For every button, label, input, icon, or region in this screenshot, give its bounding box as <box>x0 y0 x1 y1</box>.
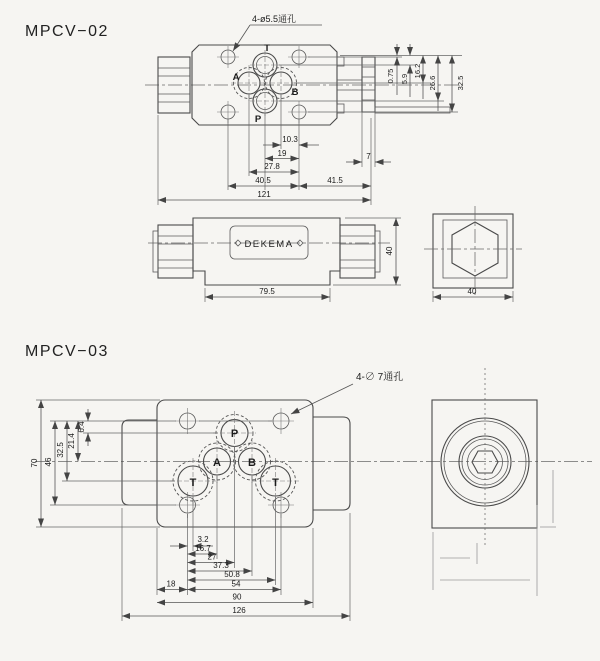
side-body <box>433 214 513 288</box>
callout-text: 4-∅ 7通孔 <box>356 372 404 383</box>
dim-19: 19 <box>277 149 287 158</box>
dim-126: 126 <box>232 606 246 615</box>
dim-26-6: 26.6 <box>428 75 437 91</box>
dim-32-5: 32.5 <box>56 442 65 458</box>
mpcv02-title: MPCV−02 <box>25 23 109 40</box>
dim-18: 18 <box>166 579 176 589</box>
dim-32-5: 32.5 <box>456 75 465 91</box>
dim-21-4: 21.4 <box>67 433 76 449</box>
side-body <box>432 400 537 528</box>
hex-end-right <box>340 225 375 278</box>
mpcv02-drawing <box>0 0 600 330</box>
port-t-label: T <box>264 43 270 54</box>
port-b-label: B <box>291 87 299 98</box>
callout-text: 4-ø5.5通孔 <box>252 14 297 24</box>
mpcv03-side-view <box>432 368 556 596</box>
dim-40-5: 40.5 <box>255 176 271 185</box>
dim-41-5: 41.5 <box>327 176 343 185</box>
right-block <box>313 417 350 510</box>
dim-3-2: 3.2 <box>197 535 209 544</box>
dim-37-3: 37.3 <box>213 561 229 570</box>
dim-27-8: 27.8 <box>264 162 280 171</box>
hex-end-left <box>158 225 193 278</box>
dim-5-9: 5.9 <box>400 73 409 85</box>
dim-40-side: 40 <box>467 287 477 296</box>
port-t-left-label: T <box>189 477 197 489</box>
dim-6-4: 6.4 <box>77 421 86 433</box>
port-a-label: A <box>232 72 240 83</box>
dim-79-5: 79.5 <box>259 287 275 296</box>
dim-16-2: 16.2 <box>413 63 422 79</box>
dim-40-front: 40 <box>385 246 394 256</box>
port-p-label: P <box>230 428 239 440</box>
port-p-label: P <box>254 114 262 125</box>
dim-46: 46 <box>44 457 53 467</box>
mpcv03-dimensions <box>30 400 350 621</box>
port-p <box>250 86 280 116</box>
through-hole-callout <box>291 370 403 414</box>
dim-70: 70 <box>30 458 39 468</box>
dim-50-8: 50.8 <box>224 570 240 579</box>
mpcv03-main-view <box>35 370 592 527</box>
port-a-label: A <box>213 457 221 469</box>
port-t <box>250 50 280 80</box>
dim-10-3: 10.3 <box>282 135 298 144</box>
dim-16-7: 16.7 <box>195 544 211 553</box>
dim-0-75: 0.75 <box>386 68 395 84</box>
mpcv02-side-view <box>424 206 522 302</box>
port-t-right-label: T <box>272 477 279 489</box>
dim-7: 7 <box>366 152 371 161</box>
brand-label: DEKEMA <box>244 239 294 250</box>
valve-body <box>193 218 340 285</box>
dim-27: 27 <box>207 552 217 562</box>
dim-121: 121 <box>257 190 271 199</box>
mpcv03-drawing <box>0 330 600 661</box>
mpcv03-title: MPCV−03 <box>25 343 109 360</box>
mpcv02-front-view <box>148 218 401 302</box>
dim-54: 54 <box>231 579 241 589</box>
port-b-label: B <box>248 457 256 469</box>
dim-90: 90 <box>232 592 242 602</box>
